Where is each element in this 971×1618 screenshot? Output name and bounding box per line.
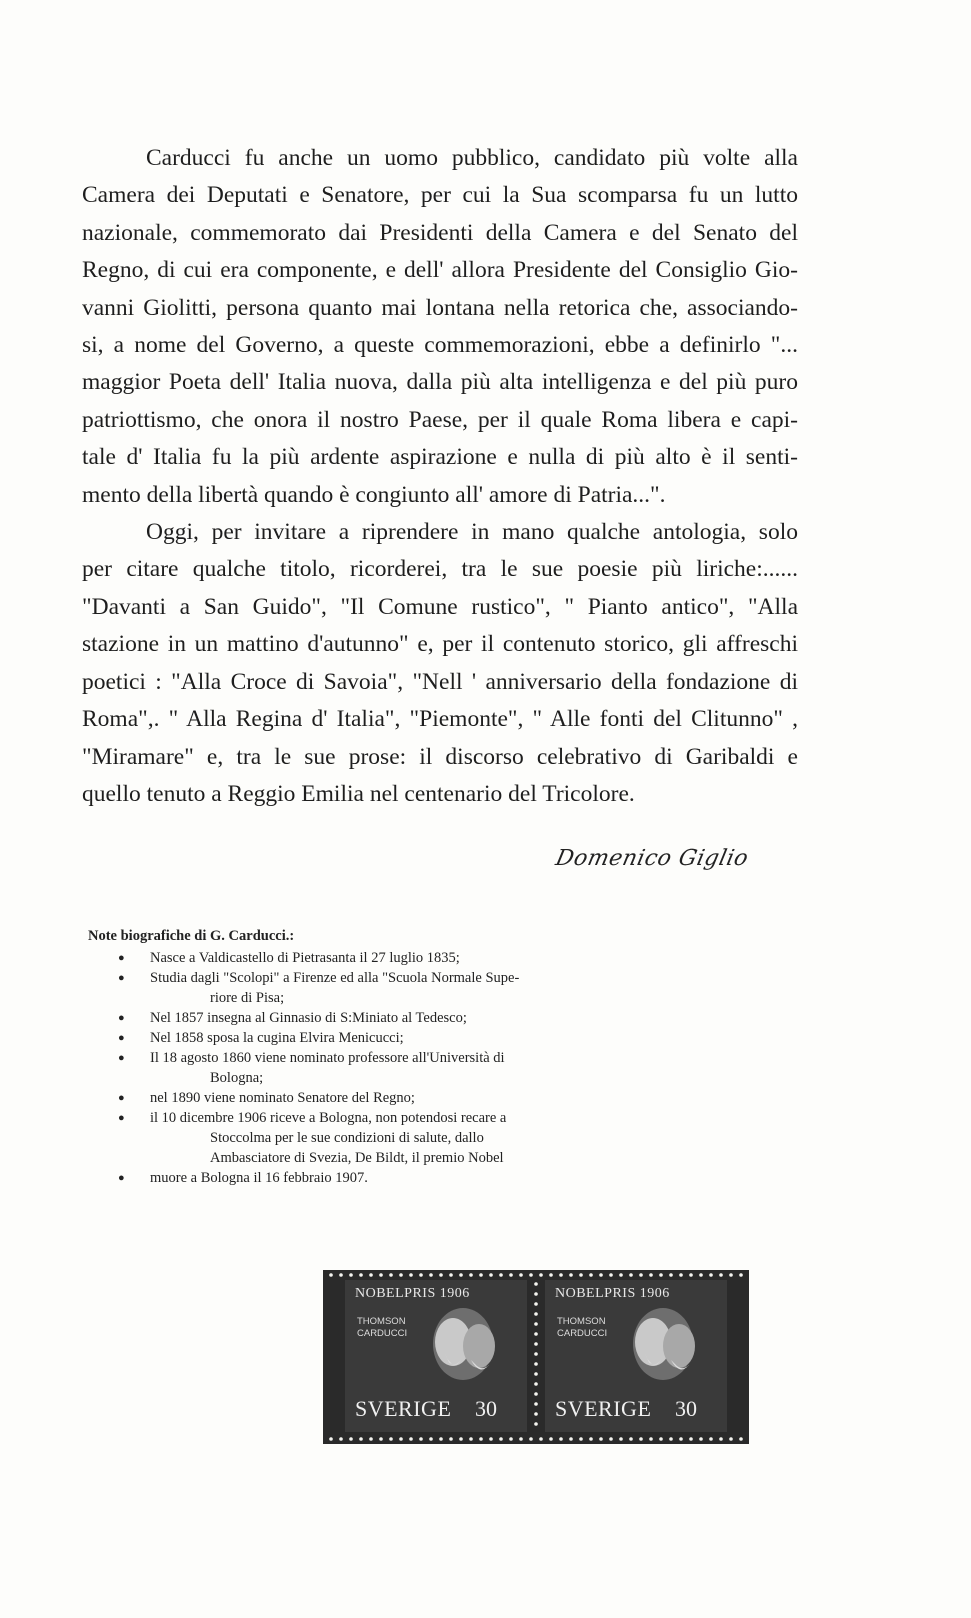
list-item: [88, 1088, 648, 1108]
text-line: Regno, di cui era componente, e dell' allora Presidente del Consiglio Gio-: [82, 257, 798, 284]
portrait-icon: [405, 1302, 515, 1394]
list-item-text: Stoccolma per le sue condizioni di salute, dallo: [210, 1130, 484, 1146]
notes-heading: Note biografiche di G. Carducci.:: [88, 928, 295, 944]
stamp-right: [545, 1280, 727, 1432]
stamp-name: THOMSON: [357, 1316, 406, 1327]
notes-list: [88, 948, 648, 1188]
list-item-text: Ambasciatore di Svezia, De Bildt, il premio Nobel: [210, 1150, 504, 1166]
stamp-left: [345, 1280, 527, 1432]
list-item-text: il 10 dicembre 1906 riceve a Bologna, non potendosi recare a: [150, 1110, 507, 1126]
stamp-pair: [323, 1270, 749, 1444]
body-text: [82, 140, 798, 813]
bullet-icon: ●: [118, 1032, 125, 1044]
bullet-icon: ●: [118, 1012, 125, 1024]
text-line: vanni Giolitti, persona quanto mai lontana nella retorica che, associando-: [82, 294, 798, 321]
signature: Domenico Giglio: [553, 846, 751, 871]
list-item: [88, 1108, 648, 1168]
stamp-name: THOMSON: [557, 1316, 606, 1327]
stamp-value: 30: [675, 1396, 697, 1421]
text-line: Camera dei Deputati e Senatore, per cui la Sua scomparsa fu un lutto: [82, 182, 798, 209]
text-line: quello tenuto a Reggio Emilia nel centenario del Tricolore.: [82, 780, 635, 807]
text-line: nazionale, commemorato dai Presidenti della Camera e del Senato del: [82, 219, 798, 246]
text-line: Roma",. " Alla Regina d' Italia", "Piemonte", " Alle fonti del Clitunno" ,: [82, 706, 798, 733]
list-item-text: nel 1890 viene nominato Senatore del Regno;: [150, 1090, 415, 1106]
text-line: mento della libertà quando è congiunto all' amore di Patria...".: [82, 481, 666, 508]
text-line: per citare qualche titolo, ricorderei, tra le sue poesie più liriche:......: [82, 556, 798, 583]
text-line: patriottismo, che onora il nostro Paese, per il quale Roma libera e capi-: [82, 406, 798, 433]
bullet-icon: ●: [118, 952, 125, 964]
stamp-title: NOBELPRIS 1906: [355, 1286, 470, 1301]
text-line: "Miramare" e, tra le sue prose: il discorso celebrativo di Garibaldi e: [82, 743, 798, 770]
list-item-text: Studia dagli "Scolopi" a Firenze ed alla "Scuola Normale Supe-: [150, 970, 520, 986]
bullet-icon: ●: [118, 1092, 125, 1104]
stamp-name: CARDUCCI: [557, 1328, 608, 1339]
list-item-text: Nasce a Valdicastello di Pietrasanta il 27 luglio 1835;: [150, 950, 460, 966]
portrait-icon: [605, 1302, 715, 1394]
bullet-icon: ●: [118, 972, 125, 984]
list-item: [88, 1008, 648, 1028]
bullet-icon: ●: [118, 1112, 125, 1124]
list-item: [88, 1168, 648, 1188]
stamp-name: CARDUCCI: [357, 1328, 408, 1339]
list-item: [88, 1048, 648, 1088]
stamp-names: [557, 1316, 607, 1340]
stamp-country: SVERIGE: [355, 1396, 452, 1421]
list-item-text: Il 18 agosto 1860 viene nominato professore all'Università di: [150, 1050, 505, 1066]
text-line: Oggi, per invitare a riprendere in mano qualche antologia, solo: [146, 519, 798, 546]
stamp-country: SVERIGE: [555, 1396, 652, 1421]
perforation-middle: [533, 1278, 539, 1436]
list-item-text: Nel 1858 sposa la cugina Elvira Menicucci;: [150, 1030, 404, 1046]
list-item-text: Bologna;: [210, 1070, 264, 1086]
list-item: [88, 1028, 648, 1048]
bullet-icon: ●: [118, 1172, 125, 1184]
text-line: Carducci fu anche un uomo pubblico, candidato più volte alla: [146, 145, 798, 171]
text-line: poetici : "Alla Croce di Savoia", "Nell ' anniversario della fondazione di: [82, 668, 798, 695]
text-line: stazione in un mattino d'autunno" e, per il contenuto storico, gli affreschi: [82, 631, 798, 658]
text-line: maggior Poeta dell' Italia nuova, dalla più alta intelligenza e del più puro: [82, 369, 798, 396]
biographical-notes: [88, 928, 648, 1188]
text-line: "Davanti a San Guido", "Il Comune rustico", " Pianto antico", "Alla: [82, 593, 798, 620]
stamp-title: NOBELPRIS 1906: [555, 1286, 670, 1301]
list-item-text: Nel 1857 insegna al Ginnasio di S:Miniato al Tedesco;: [150, 1010, 467, 1026]
list-item-text: riore di Pisa;: [210, 990, 285, 1006]
list-item: [88, 968, 648, 1008]
text-line: si, a nome del Governo, a queste commemorazioni, ebbe a definirlo "...: [82, 332, 798, 359]
stamp-names: [357, 1316, 407, 1340]
stamp-value: 30: [475, 1396, 497, 1421]
list-item-text: muore a Bologna il 16 febbraio 1907.: [150, 1170, 368, 1186]
perforation-bottom: [323, 1436, 749, 1442]
bullet-icon: ●: [118, 1052, 125, 1064]
list-item: [88, 948, 648, 968]
text-line: tale d' Italia fu la più ardente aspirazione e nulla di più alto è il senti-: [82, 444, 798, 471]
